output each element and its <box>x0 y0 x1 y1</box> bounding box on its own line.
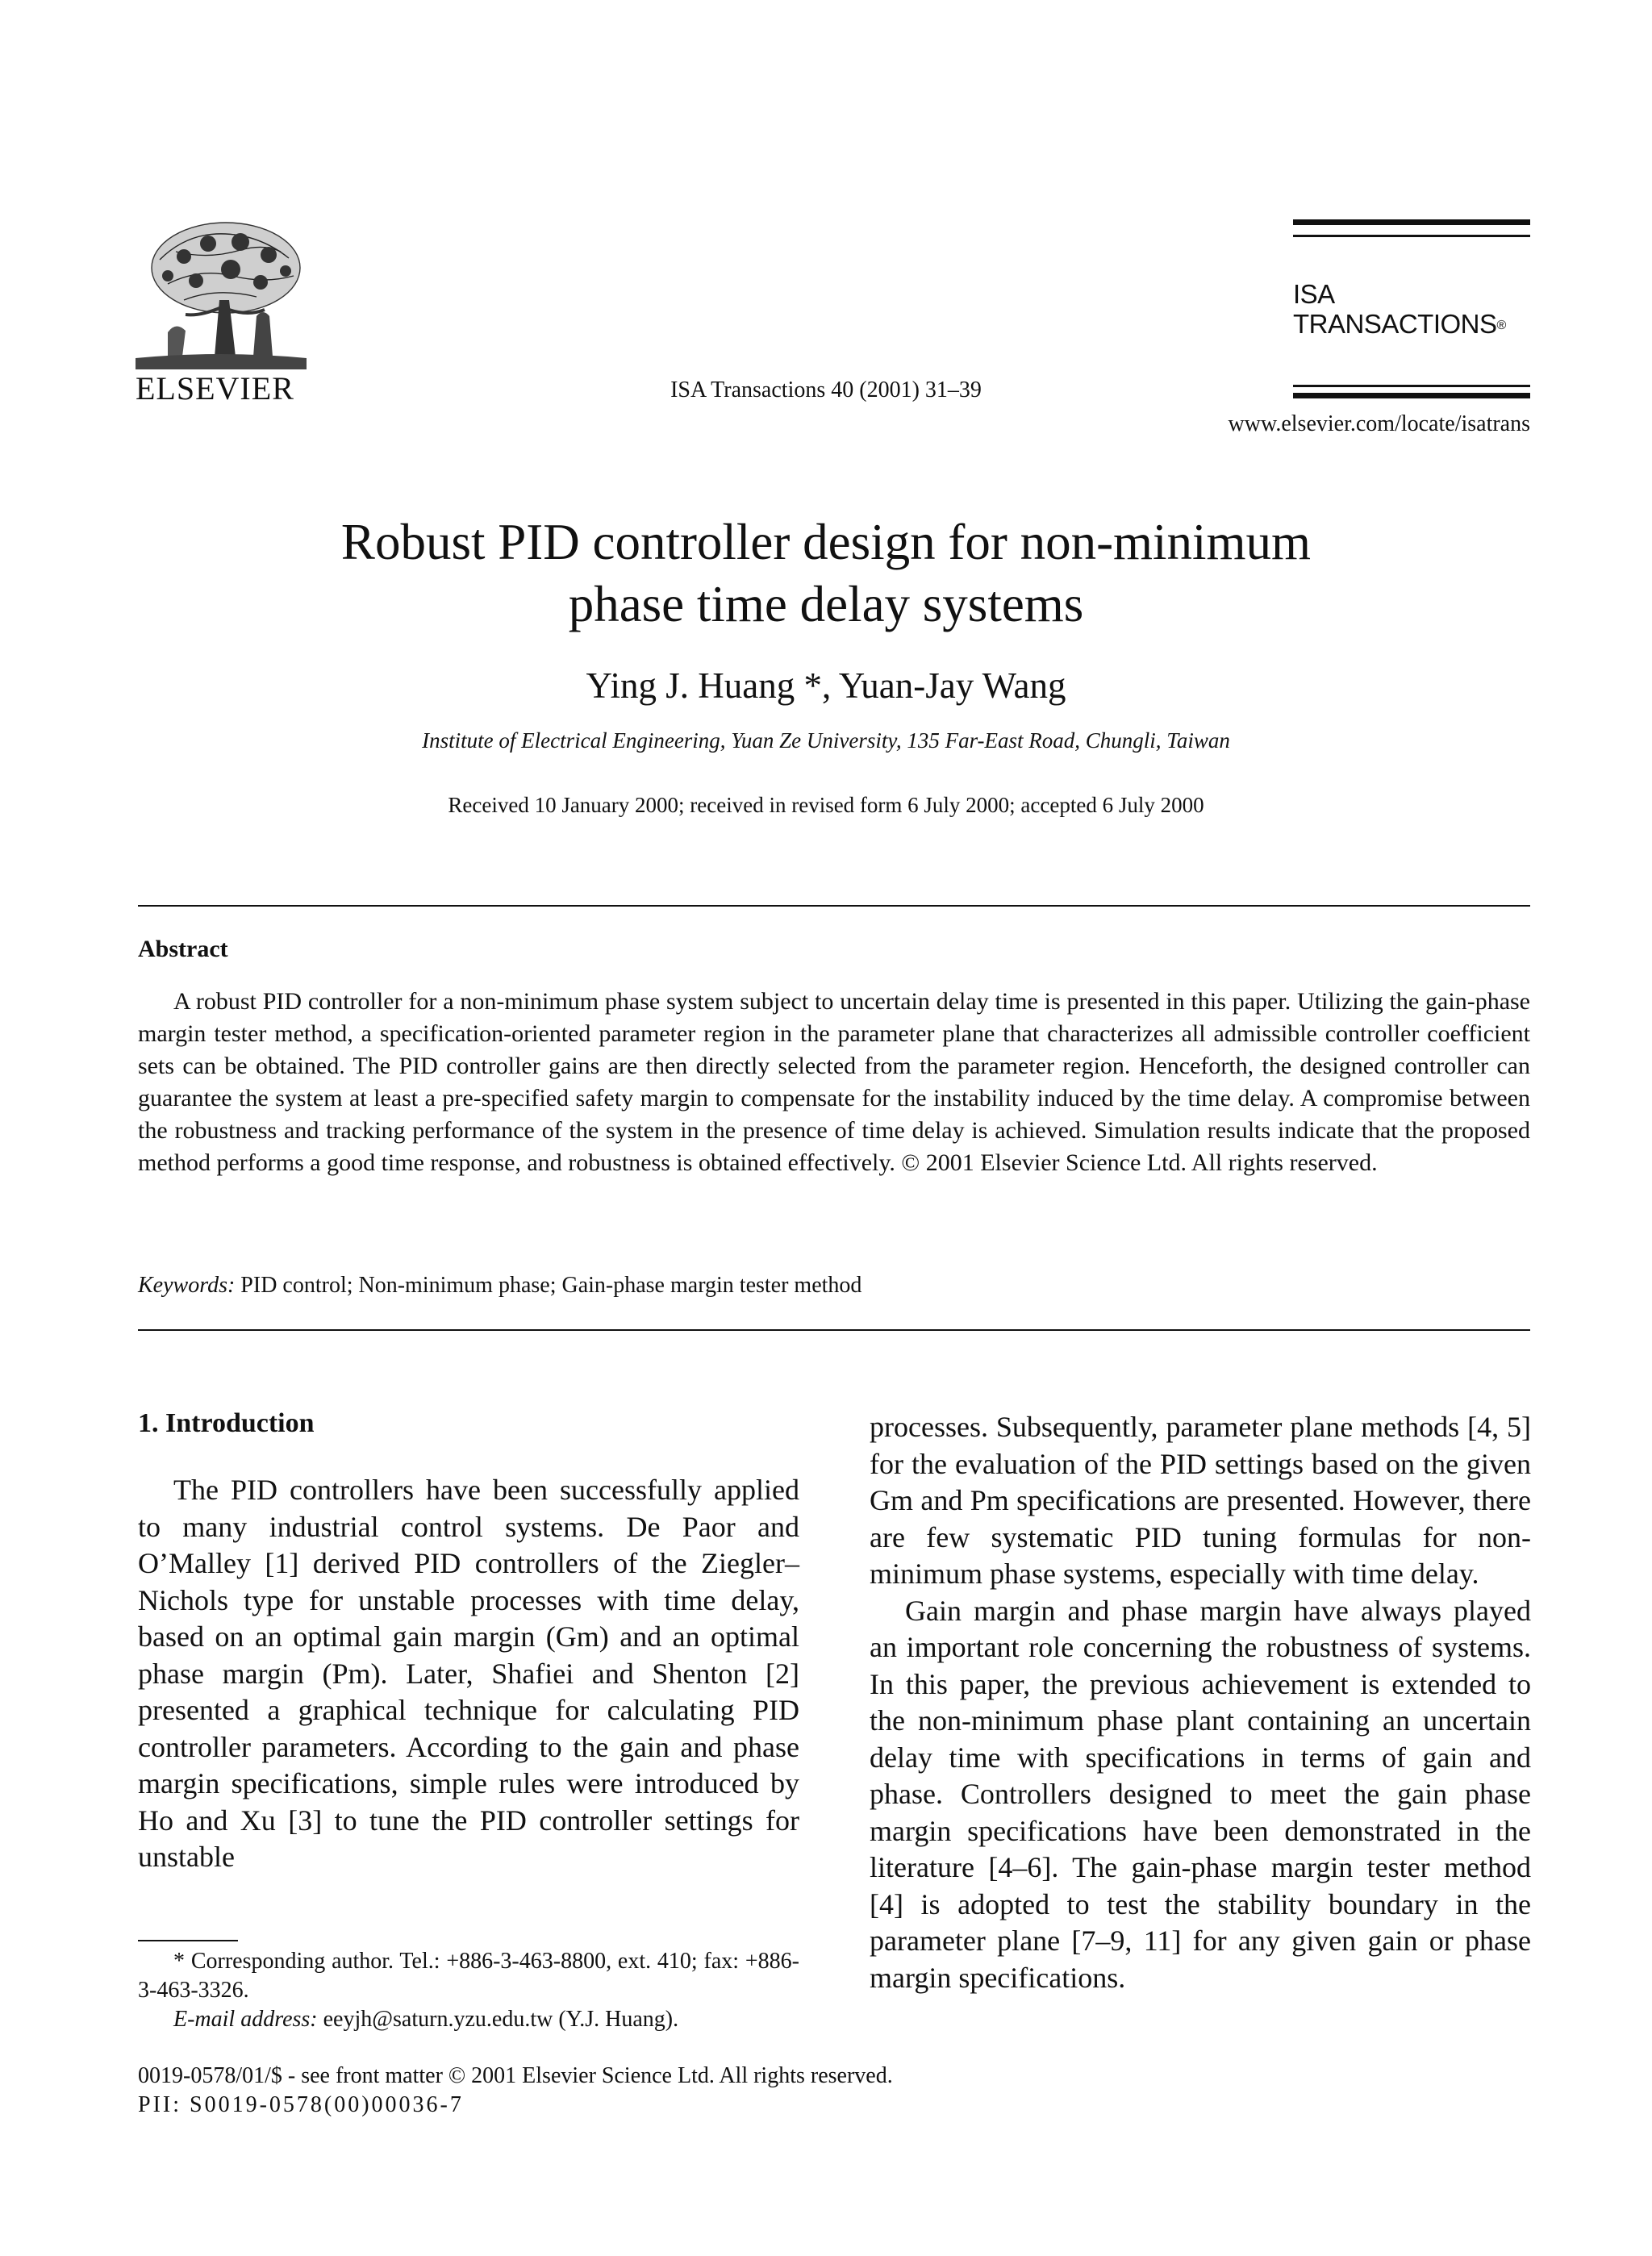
journal-url-link[interactable]: www.elsevier.com/locate/isatrans <box>1228 411 1530 436</box>
paper-title-line2: phase time delay systems <box>568 576 1084 632</box>
copyright-line: 0019-0578/01/$ - see front matter © 2001 Elsevier Science Ltd. All rights reserved. <box>138 2063 893 2088</box>
pii-line: PII: S0019-0578(00)00036-7 <box>138 2092 464 2117</box>
paper-title <box>0 511 1652 636</box>
abstract-heading: Abstract <box>138 936 228 962</box>
keywords-list: PID control; Non-minimum phase; Gain-phase margin tester method <box>240 1273 862 1298</box>
abstract-text: A robust PID controller for a non-minimum phase system subject to uncertain delay time is presented in this paper. Utilizing the gain-phase margin tester method, a specification-oriented parameter region in the parameter plane that characterizes all admissible controller coefficient sets can be obtained. The PID controller gains are then directly selected from the parameter region. Henceforth, the designed controller can guarantee the system at least a pre-specified safety margin to compensate for the instability induced by the time delay. A compromise between the robustness and tracking performance of the system in the presence of time delay is achieved. Simulation results indicate that the proposed method performs a good time response, and robustness is obtained effectively. © 2001 Elsevier Science Ltd. All rights reserved. <box>138 988 1530 1176</box>
email-address-link[interactable]: eeyjh@saturn.yzu.edu.tw (Y.J. Huang). <box>323 2007 679 2032</box>
column-right <box>870 1409 1531 1996</box>
authors: Ying J. Huang *, Yuan-Jay Wang <box>586 665 1066 706</box>
keywords-label: Keywords: <box>138 1273 236 1298</box>
email-label: E-mail address: <box>173 2007 318 2032</box>
front-matter <box>138 2062 893 2120</box>
intro-paragraph-1: The PID controllers have been successfully applied to many industrial control systems. De Paor and O’Malley [1] derived PID controllers of the Ziegler–Nichols type for unstable processes with time delay, based on an optimal gain margin (Gm) and an optimal phase margin (Pm). Later, Shafiei and Shenton [2] presented a graphical technique for calculating PID controller parameters. According to the gain and phase margin specifications, simple rules were introduced by Ho and Xu [3] to tune the PID controller settings for unstable <box>138 1474 799 1873</box>
intro-paragraph-1-cont: processes. Subsequently, parameter plane methods [4, 5] for the evaluation of the PID settings based on the given Gm and Pm specifications are presented. However, there are few systematic PID tuning formulas for non-minimum phase systems, especially with time delay. <box>870 1411 1531 1590</box>
footnote <box>138 1947 799 2034</box>
keywords <box>138 1274 861 1297</box>
intro-paragraph-2: Gain margin and phase margin have always played an important role concerning the robustness of systems. In this paper, the previous achievement is extended to the non-minimum phase plant containing an uncertain delay time with specifications in terms of gain and phase. Controllers designed to meet the gain phase margin specifications have been demonstrated in the literature [4–6]. The gain-phase margin tester method [4] is adopted to test the stability boundary in the parameter plane [7–9, 11] for any given gain or phase margin specifications. <box>870 1594 1531 1994</box>
elsevier-tree-logo-icon <box>136 219 307 369</box>
section-heading-introduction: 1. Introduction <box>138 1408 315 1438</box>
registered-mark: ® <box>1496 319 1506 332</box>
affiliation: Institute of Electrical Engineering, Yuan Ze University, 135 Far-East Road, Chungli, Taiwan <box>422 728 1230 753</box>
journal-logo-line1: ISA <box>1293 279 1335 309</box>
divider-bottom <box>138 1329 1530 1331</box>
publisher-logo-text: ELSEVIER <box>136 370 294 407</box>
journal-reference: ISA Transactions 40 (2001) 31–39 <box>670 377 982 402</box>
footnote-corresponding-author: * Corresponding author. Tel.: +886-3-463-8800, ext. 410; fax: +886-3-463-3326. <box>138 1949 799 2003</box>
paper-title-line1: Robust PID controller design for non-minimum <box>340 514 1312 570</box>
footnote-rule <box>138 1940 238 1941</box>
journal-logo <box>1293 219 1530 405</box>
column-left <box>138 1405 799 1876</box>
received-dates: Received 10 January 2000; received in revised form 6 July 2000; accepted 6 July 2000 <box>448 793 1204 817</box>
divider-top <box>138 905 1530 907</box>
journal-logo-line2: TRANSACTIONS <box>1293 309 1497 339</box>
